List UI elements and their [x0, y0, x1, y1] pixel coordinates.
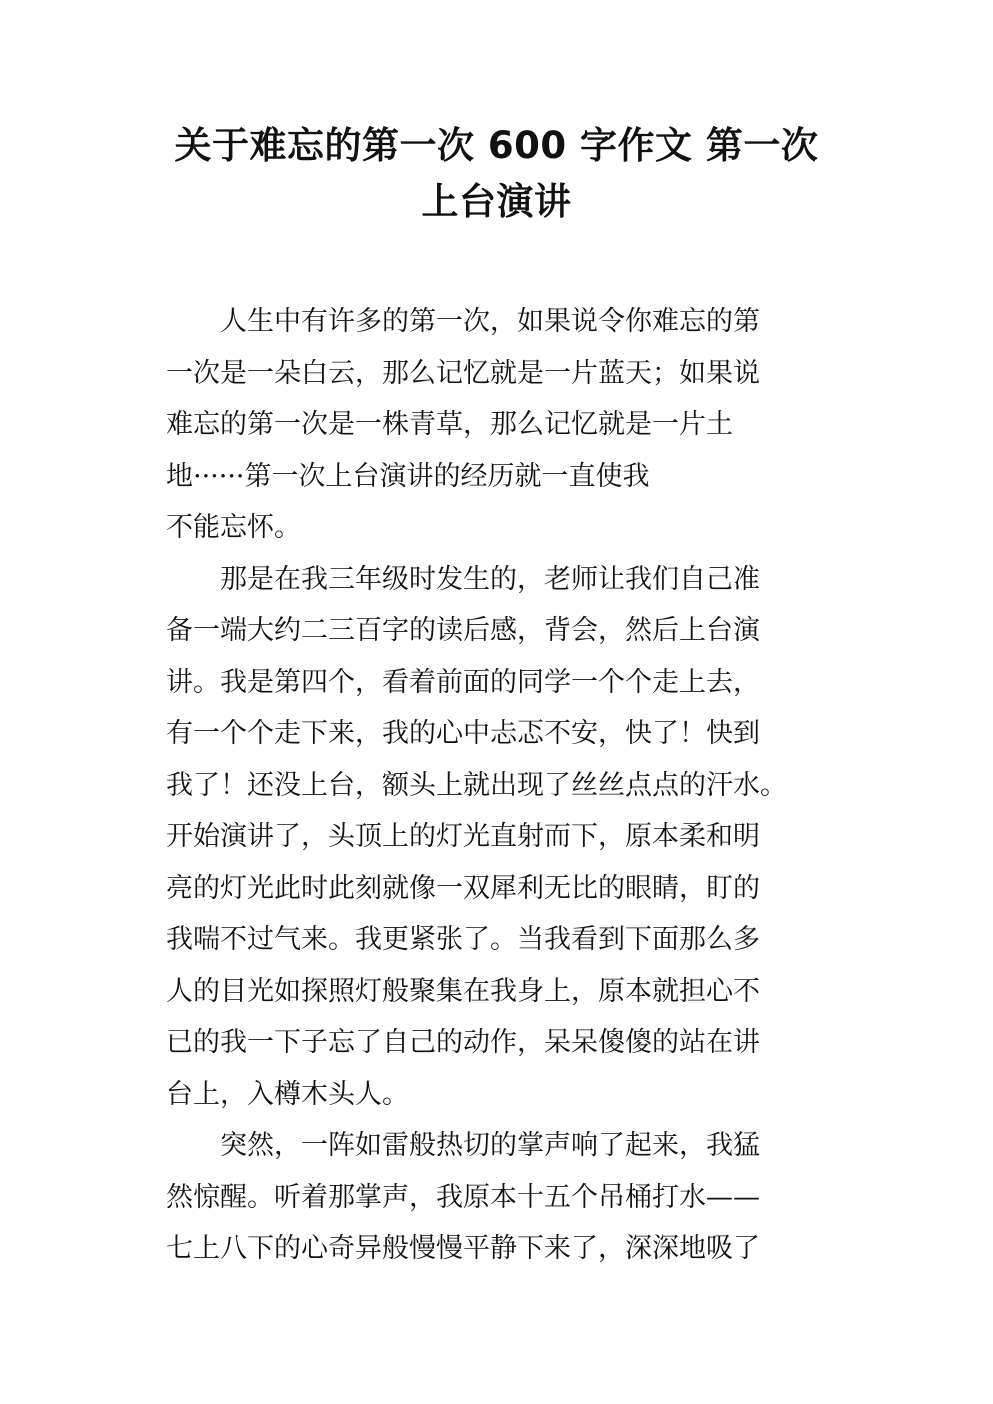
paragraph-line: 有一个个走下来，我的心中忐忑不安，快了！快到 [166, 718, 760, 749]
paragraph-line: 已的我一下子忘了自己的动作，呆呆傻傻的站在讲 [166, 1027, 760, 1058]
paragraph-line: 不能忘怀。 [166, 512, 301, 543]
title-line-2: 上台演讲 [421, 180, 572, 223]
paragraph-line: 我了！还没上台，额头上就出现了丝丝点点的汗水。 [166, 769, 787, 801]
paragraph-line: 亮的灯光此时此刻就像一双犀利无比的眼睛，盯的 [166, 872, 760, 904]
paragraph-line: 那是在我三年级时发生的，老师让我们自己准 [220, 563, 760, 595]
paragraph-line: 开始演讲了，头顶上的灯光直射而下，原本柔和明 [166, 821, 760, 852]
paragraph-line: 讲。我是第四个，看着前面的同学一个个走上去， [166, 666, 760, 698]
paragraph-line: 七上八下的心奇异般慢慢平静下来了，深深地吸了 [166, 1233, 760, 1264]
paragraph-3 [166, 1120, 831, 1275]
paragraph-line: 我喘不过气来。我更紧张了。当我看到下面那么多 [166, 924, 760, 955]
title-line-1: 关于难忘的第一次 600 字作文 第一次 [174, 124, 819, 167]
document-title [120, 118, 873, 230]
paragraph-line: 人生中有许多的第一次，如果说令你难忘的第 [220, 306, 760, 337]
paragraph-line: 一次是一朵白云，那么记忆就是一片蓝天；如果说 [166, 357, 760, 389]
paragraph-line: 台上，入樽木头人。 [166, 1078, 409, 1110]
paragraph-line: 难忘的第一次是一株青草，那么记忆就是一片土 [166, 409, 733, 440]
document-body [166, 296, 831, 1275]
paragraph-line: 然惊醒。听着那掌声，我原本十五个吊桶打水—— [166, 1181, 760, 1213]
paragraph-2 [166, 554, 831, 1121]
paragraph-line: 人的目光如探照灯般聚集在我身上，原本就担心不 [166, 975, 760, 1007]
paragraph-line: 备一端大约二三百字的读后感，背会，然后上台演 [166, 615, 760, 646]
paragraph-line: 地······第一次上台演讲的经历就一直使我 [166, 460, 650, 492]
paragraph-1 [166, 296, 831, 554]
paragraph-line: 突然，一阵如雷般热切的掌声响了起来，我猛 [220, 1130, 760, 1161]
